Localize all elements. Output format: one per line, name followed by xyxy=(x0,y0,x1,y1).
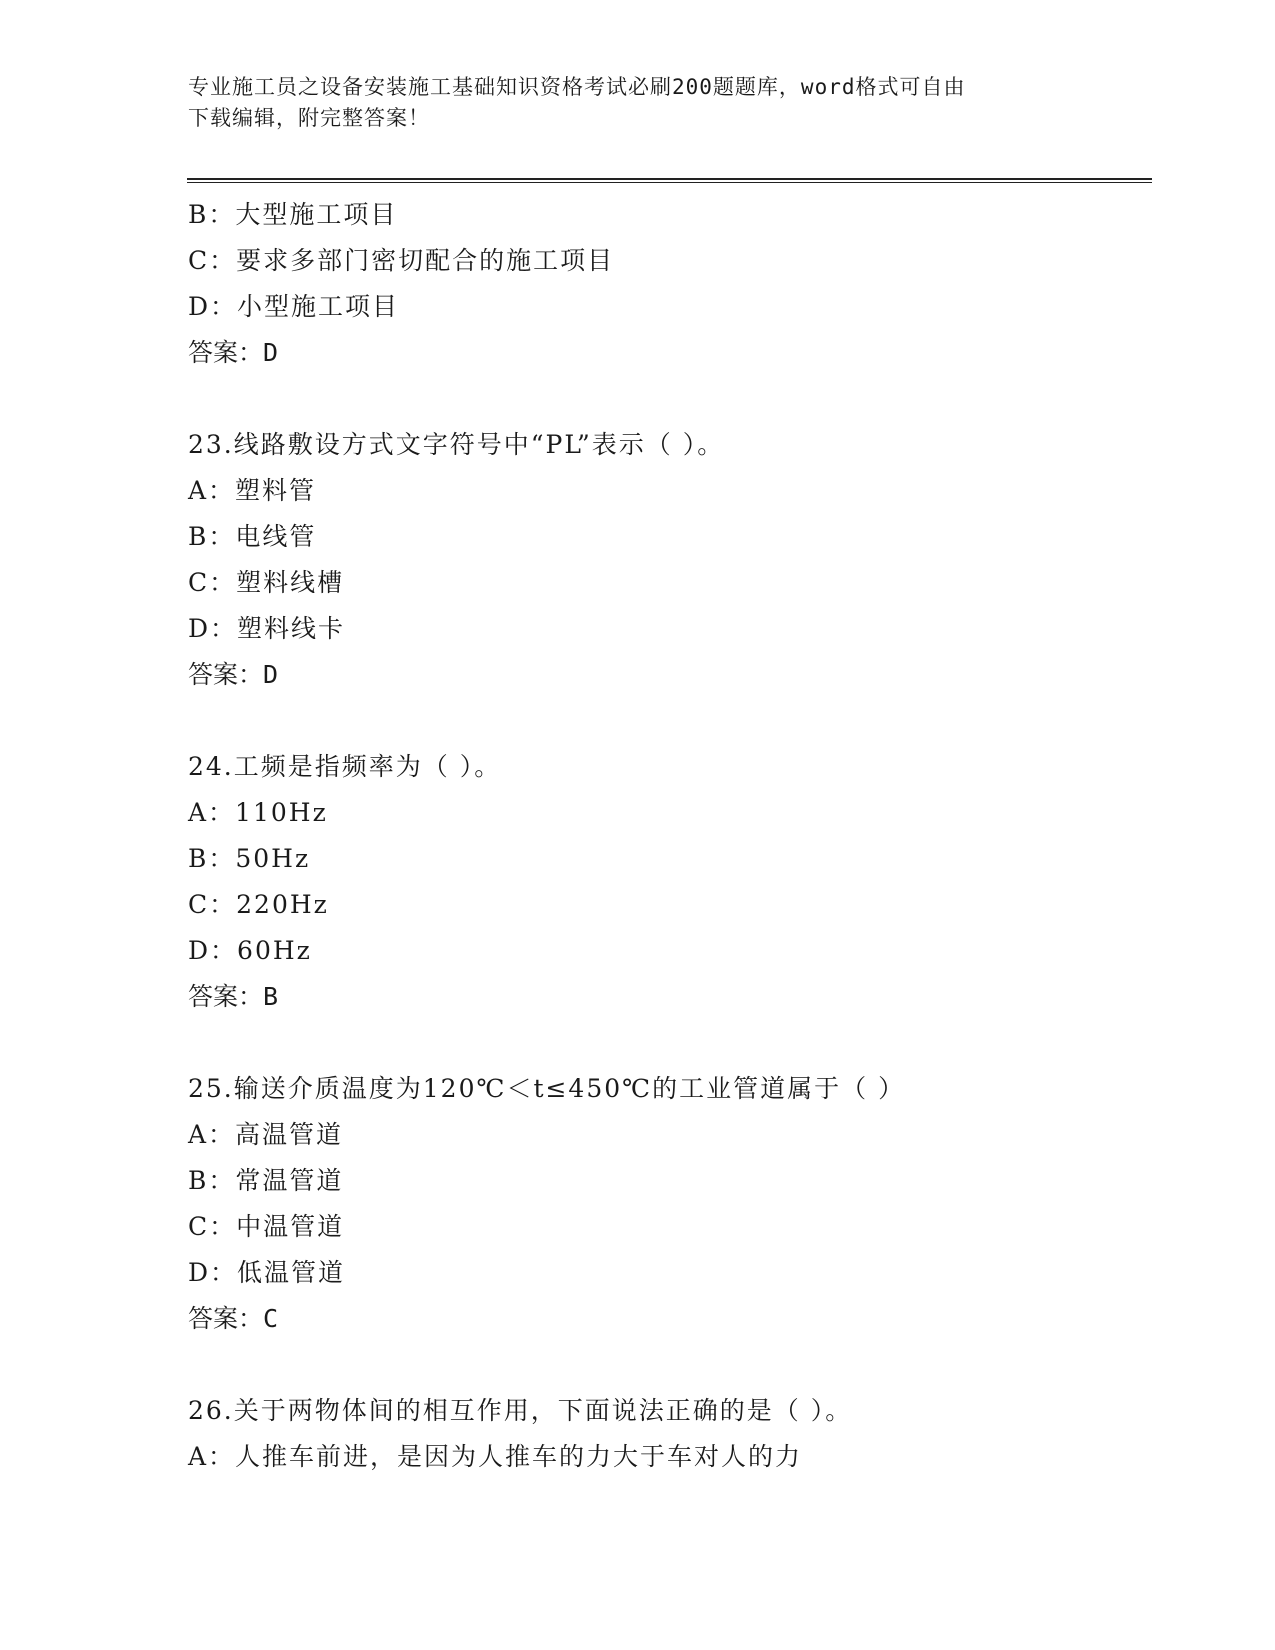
option-b: B：电线管 xyxy=(188,522,317,551)
option-d: D：低温管道 xyxy=(188,1258,346,1287)
header-rule-bottom xyxy=(187,182,1152,183)
option-a: A：人推车前进，是因为人推车的力大于车对人的力 xyxy=(188,1442,803,1471)
option-b: B：常温管道 xyxy=(188,1166,344,1195)
option-d: D：60Hz xyxy=(188,936,312,965)
question-block-25 xyxy=(188,1066,1148,1342)
question-text: 24.工频是指频率为（ ）。 xyxy=(188,752,502,781)
option-a: A：塑料管 xyxy=(188,476,317,505)
option-c: C：220Hz xyxy=(188,890,329,919)
answer-text: 答案：C xyxy=(188,1304,279,1333)
header-line-1: 专业施工员之设备安装施工基础知识资格考试必刷200题题库，word格式可自由 xyxy=(188,75,966,99)
question-text: 23.线路敷设方式文字符号中“PL”表示（ ）。 xyxy=(188,430,725,459)
header-rule-top xyxy=(187,178,1152,180)
option-b: B：大型施工项目 xyxy=(188,200,398,229)
question-block-22 xyxy=(188,192,1148,376)
option-c: C：塑料线槽 xyxy=(188,568,345,597)
header-line-2: 下载编辑，附完整答案！ xyxy=(188,106,430,130)
answer-text: 答案：D xyxy=(188,338,279,367)
question-list xyxy=(188,192,1148,1480)
document-header xyxy=(188,72,1068,134)
option-a: A：高温管道 xyxy=(188,1120,344,1149)
question-block-24 xyxy=(188,744,1148,1020)
answer-text: 答案：D xyxy=(188,660,279,689)
option-d: D：塑料线卡 xyxy=(188,614,346,643)
question-block-23 xyxy=(188,422,1148,698)
option-b: B：50Hz xyxy=(188,844,311,873)
question-text: 26.关于两物体间的相互作用，下面说法正确的是（ ）。 xyxy=(188,1396,853,1425)
option-c: C：要求多部门密切配合的施工项目 xyxy=(188,246,615,275)
option-a: A：110Hz xyxy=(188,798,328,827)
answer-text: 答案：B xyxy=(188,982,279,1011)
question-text: 25.输送介质温度为120℃＜t≤450℃的工业管道属于（ ） xyxy=(188,1074,906,1103)
option-d: D：小型施工项目 xyxy=(188,292,400,321)
option-c: C：中温管道 xyxy=(188,1212,345,1241)
question-block-26 xyxy=(188,1388,1148,1480)
